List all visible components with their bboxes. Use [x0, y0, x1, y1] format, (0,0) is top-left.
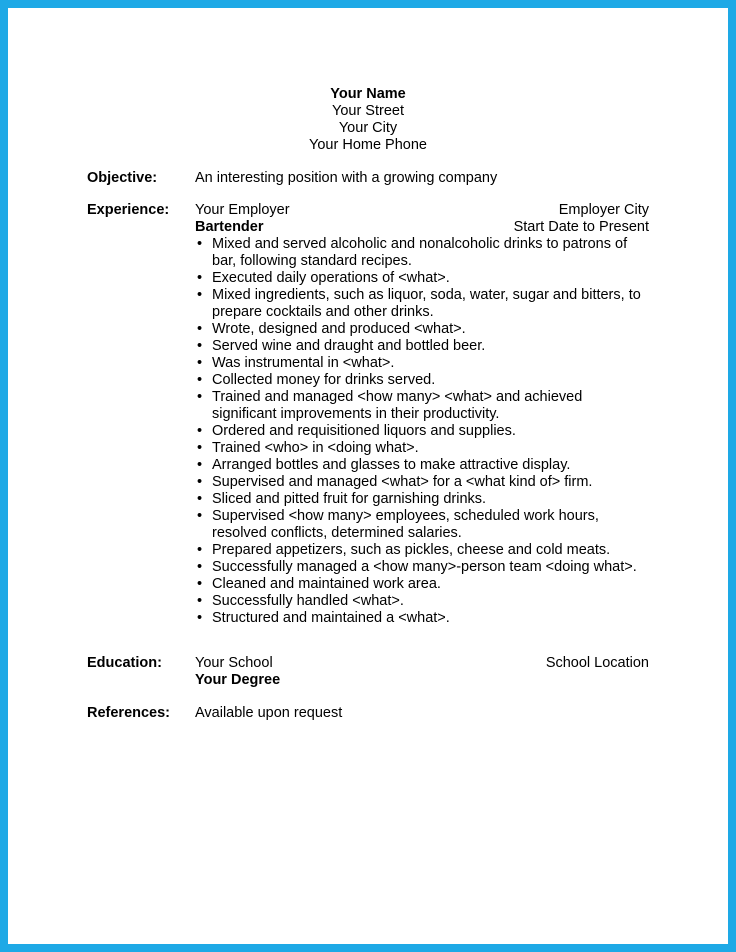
bullet-icon: •	[197, 372, 203, 388]
degree: Your Degree	[195, 672, 281, 688]
duty-text: Was instrumental in <what>.	[212, 355, 395, 371]
duty-text: Structured and maintained a <what>.	[212, 610, 450, 626]
duty-item	[195, 593, 649, 610]
applicant-phone: Your Home Phone	[309, 137, 427, 153]
duty-item	[195, 423, 649, 440]
bullet-icon: •	[197, 287, 203, 303]
duty-item	[195, 270, 649, 287]
duty-text: Cleaned and maintained work area.	[212, 576, 441, 592]
duty-item	[195, 355, 649, 372]
duty-item	[195, 576, 649, 593]
bullet-icon: •	[197, 610, 203, 626]
applicant-name: Your Name	[330, 86, 406, 102]
duty-item	[195, 457, 649, 474]
school-name: Your School	[195, 655, 273, 671]
school-row	[195, 655, 649, 672]
duty-item	[195, 338, 649, 355]
objective-text: An interesting position with a growing company	[195, 170, 498, 186]
duty-text: Mixed ingredients, such as liquor, soda, water, sugar and bitters, to prepare cocktails and other drinks.	[212, 287, 641, 320]
bullet-icon: •	[197, 559, 203, 575]
duty-item	[195, 372, 649, 389]
employer-city: Employer City	[558, 202, 649, 218]
school-location: School Location	[545, 655, 649, 671]
education-label: Education:	[87, 655, 162, 671]
duty-item	[195, 559, 649, 576]
duty-text: Successfully managed a <how many>-person team <doing what>.	[212, 559, 637, 575]
duty-item	[195, 236, 649, 270]
duty-text: Arranged bottles and glasses to make attractive display.	[212, 457, 571, 473]
job-title-row	[195, 219, 649, 236]
duty-text: Successfully handled <what>.	[212, 593, 404, 609]
duty-item	[195, 389, 649, 423]
employer-name: Your Employer	[195, 202, 290, 218]
references-text: Available upon request	[195, 705, 343, 721]
experience-label: Experience:	[87, 202, 170, 218]
duty-item	[195, 287, 649, 321]
references-label: References:	[87, 705, 171, 721]
bullet-icon: •	[197, 491, 203, 507]
duty-text: Sliced and pitted fruit for garnishing drinks.	[212, 491, 487, 507]
duty-item	[195, 508, 649, 542]
duty-text: Trained and managed <how many> <what> and achieved significant improvements in their productivity.	[212, 389, 583, 422]
bullet-icon: •	[197, 270, 203, 286]
duty-item	[195, 542, 649, 559]
duty-text: Executed daily operations of <what>.	[212, 270, 450, 286]
duty-text: Trained <who> in <doing what>.	[212, 440, 419, 456]
bullet-icon: •	[197, 355, 203, 371]
bullet-icon: •	[197, 508, 203, 524]
duty-item	[195, 321, 649, 338]
applicant-street: Your Street	[331, 103, 404, 119]
bullet-icon: •	[197, 593, 203, 609]
duty-text: Mixed and served alcoholic and nonalcoholic drinks to patrons of bar, following standard recipes.	[212, 236, 628, 269]
education-section	[195, 655, 649, 689]
bullet-icon: •	[197, 542, 203, 558]
resume-header	[0, 86, 736, 154]
duty-text: Supervised <how many> employees, scheduled work hours, resolved conflicts, determined salaries.	[212, 508, 599, 541]
job-title: Bartender	[195, 219, 264, 235]
duty-text: Collected money for drinks served.	[212, 372, 436, 388]
bullet-icon: •	[197, 236, 203, 252]
duty-text: Ordered and requisitioned liquors and supplies.	[212, 423, 516, 439]
bullet-icon: •	[197, 457, 203, 473]
duty-text: Served wine and draught and bottled beer.	[212, 338, 486, 354]
duty-text: Prepared appetizers, such as pickles, cheese and cold meats.	[212, 542, 611, 558]
bullet-icon: •	[197, 440, 203, 456]
experience-section	[195, 202, 649, 627]
duty-item	[195, 474, 649, 491]
bullet-icon: •	[197, 321, 203, 337]
bullet-icon: •	[197, 338, 203, 354]
bullet-icon: •	[197, 474, 203, 490]
bullet-icon: •	[197, 423, 203, 439]
duty-item	[195, 440, 649, 457]
bullet-icon: •	[197, 389, 203, 405]
job-dates: Start Date to Present	[513, 219, 649, 235]
duty-text: Wrote, designed and produced <what>.	[212, 321, 466, 337]
applicant-city: Your City	[338, 120, 398, 136]
duty-item	[195, 610, 649, 627]
duty-item	[195, 491, 649, 508]
duties-list	[195, 236, 649, 627]
duty-text: Supervised and managed <what> for a <what kind of> firm.	[212, 474, 593, 490]
employer-row	[195, 202, 649, 219]
objective-label: Objective:	[87, 170, 158, 186]
bullet-icon: •	[197, 576, 203, 592]
